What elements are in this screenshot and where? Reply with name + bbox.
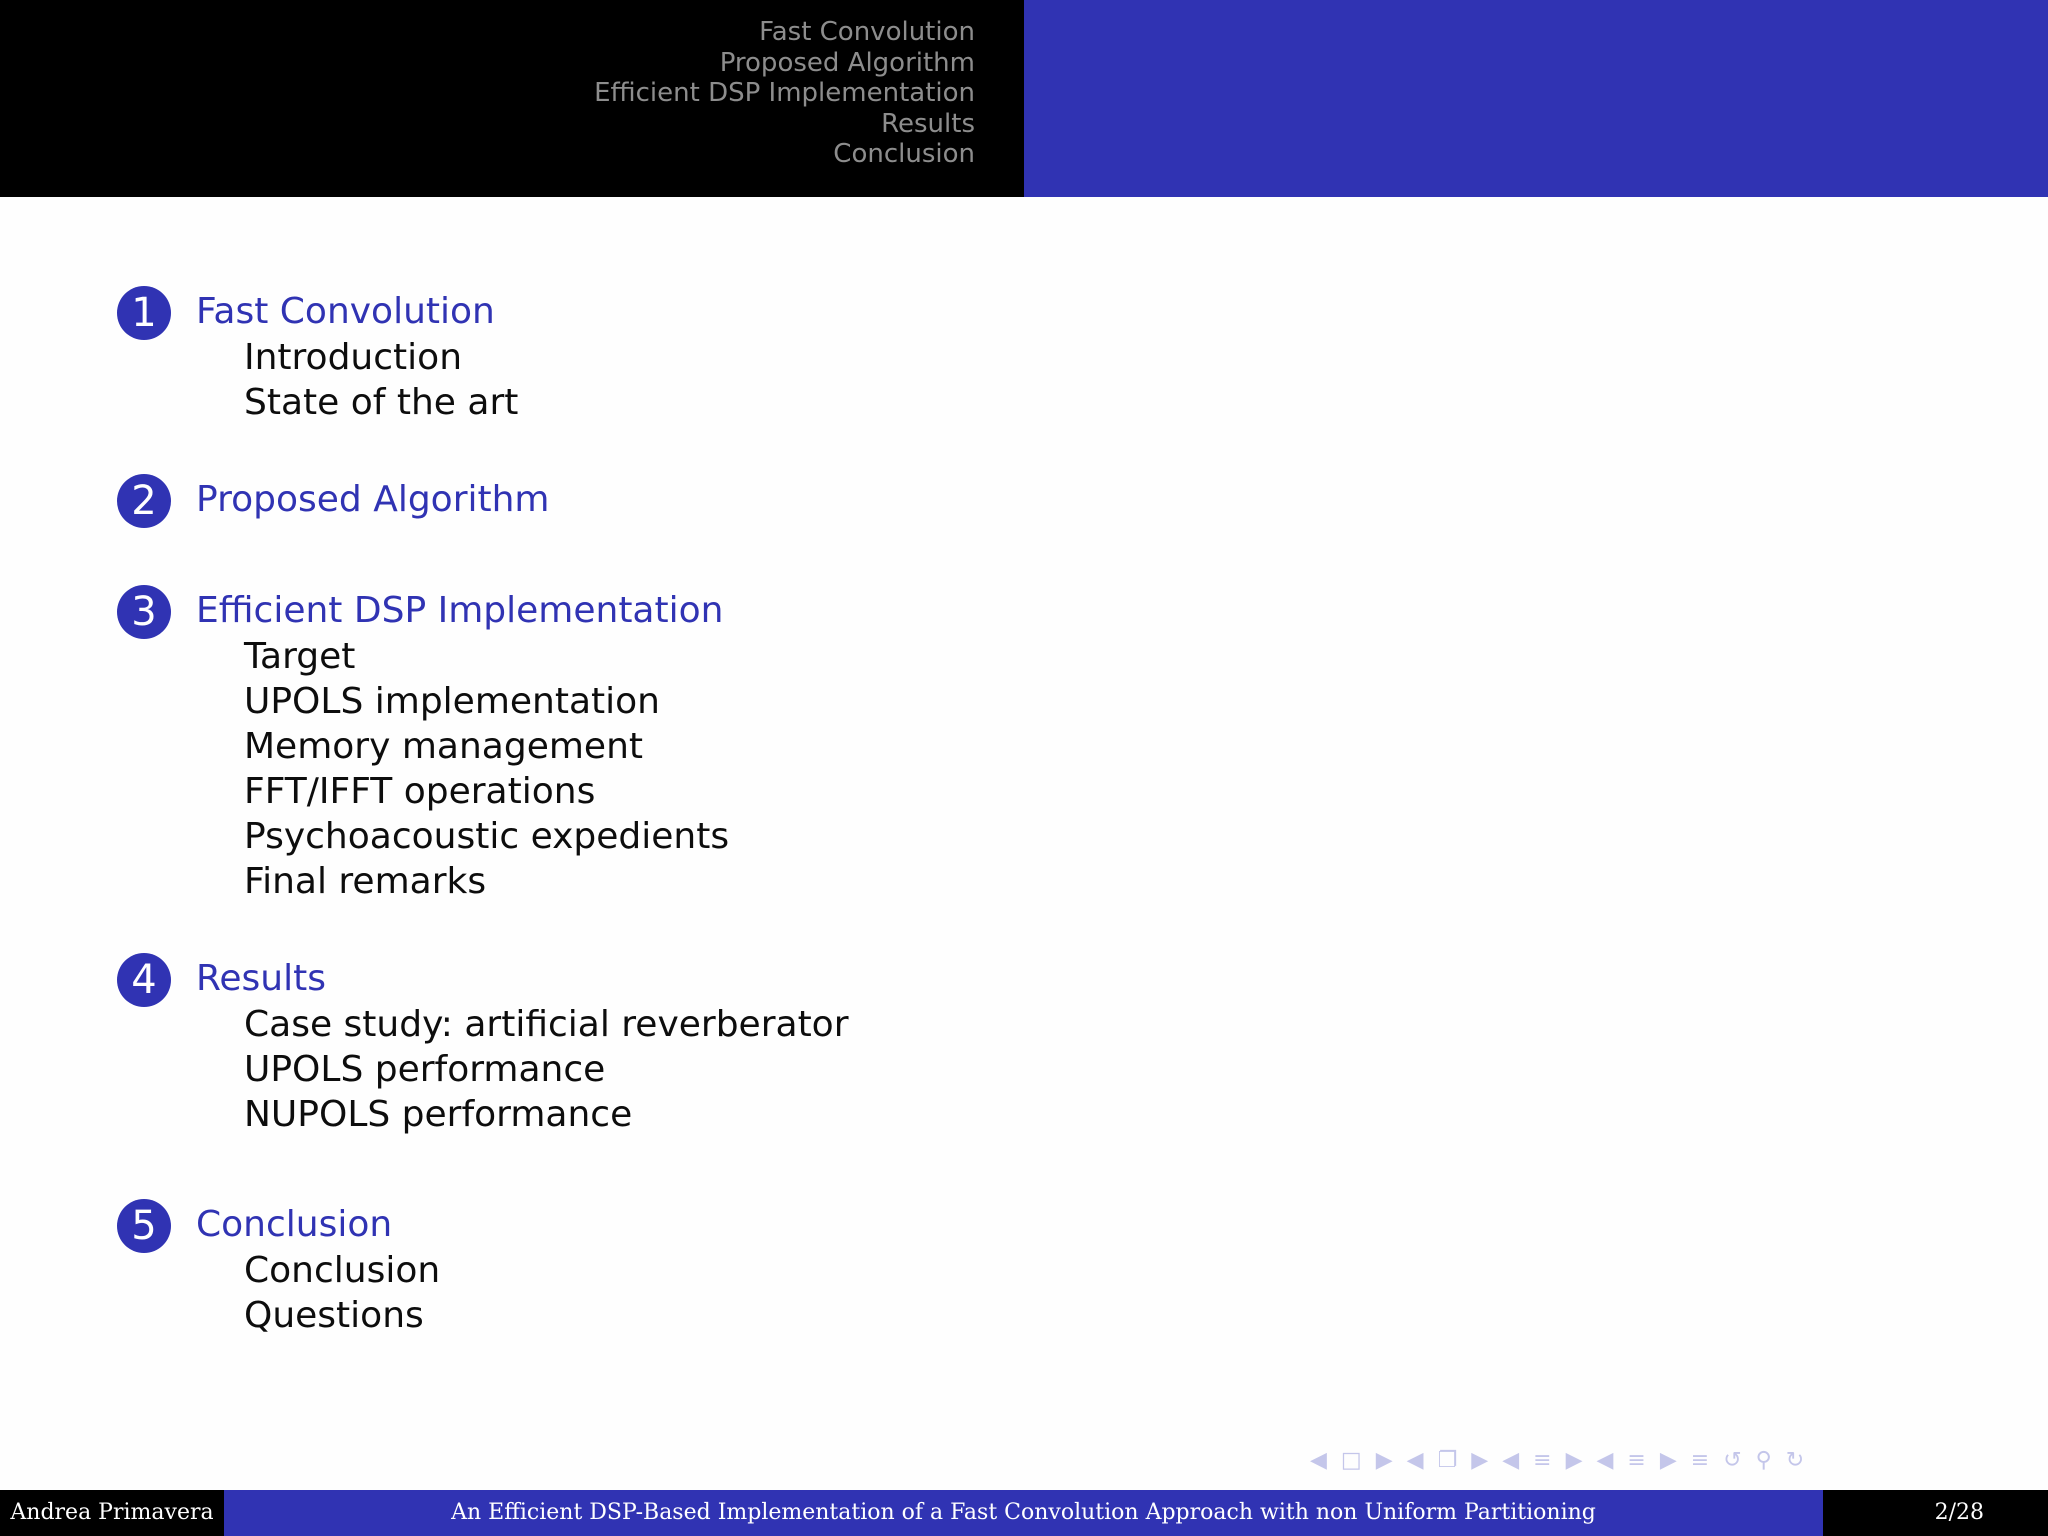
header-nav-item-proposed-algorithm[interactable]: Proposed Algorithm <box>719 47 975 78</box>
next-document-icon[interactable]: ▶ <box>1659 1447 1677 1473</box>
section-title[interactable]: Conclusion <box>196 1204 393 1245</box>
toc-icon[interactable]: ≡ <box>1690 1447 1710 1473</box>
prev-frame-icon[interactable]: ◀ <box>1310 1447 1327 1473</box>
header-section-nav <box>594 17 975 170</box>
footer-author: Andrea Primavera <box>10 1500 214 1525</box>
next-frame-icon[interactable]: ▶ <box>1375 1447 1393 1473</box>
subsection-item[interactable]: NUPOLS performance <box>244 1094 633 1135</box>
prev-section-icon[interactable]: ◀ <box>1502 1447 1520 1473</box>
section-number-badge: 3 <box>117 585 171 639</box>
footer-title-panel <box>224 1490 1823 1536</box>
section-title[interactable]: Proposed Algorithm <box>196 479 550 520</box>
section-title[interactable]: Efficient DSP Implementation <box>196 590 724 631</box>
footer-author-panel <box>0 1490 224 1536</box>
section-title[interactable]: Results <box>196 958 326 999</box>
footer-page-number: 2/28 <box>1934 1500 1984 1525</box>
subsection-list <box>244 1248 440 1338</box>
prev-subsection-icon[interactable]: ◀ <box>1406 1447 1424 1473</box>
section-icon[interactable]: ≡ <box>1533 1447 1552 1473</box>
section-number-badge: 4 <box>117 953 171 1007</box>
subsection-list <box>244 634 729 904</box>
header-nav-item-efficient-dsp[interactable]: Efficient DSP Implementation <box>594 78 975 108</box>
subsection-item[interactable]: UPOLS implementation <box>244 681 660 722</box>
footer-title: An Efficient DSP-Based Implementation of a Fast Convolution Approach with non Uniform Partitioning <box>451 1500 1596 1525</box>
prev-document-icon[interactable]: ◀ <box>1596 1447 1614 1473</box>
subsection-list <box>244 1002 849 1137</box>
subsection-item[interactable]: Memory management <box>244 726 644 767</box>
section-title[interactable]: Fast Convolution <box>196 291 495 332</box>
redo-icon[interactable]: ↻ <box>1785 1447 1805 1473</box>
next-section-icon[interactable]: ▶ <box>1565 1447 1583 1473</box>
header-left-panel <box>0 0 1024 197</box>
footer-page-panel <box>1823 1490 2048 1536</box>
header-nav-item-fast-convolution[interactable]: Fast Convolution <box>759 17 975 47</box>
subsection-item[interactable]: Psychoacoustic expedients <box>244 816 730 857</box>
header-nav-item-conclusion[interactable]: Conclusion <box>833 139 975 169</box>
subsection-icon[interactable]: ❐ <box>1437 1447 1458 1473</box>
subsection-item[interactable]: FFT/IFFT operations <box>244 771 596 812</box>
subsection-item[interactable]: Questions <box>244 1295 424 1336</box>
search-icon[interactable]: ⚲ <box>1755 1447 1772 1473</box>
next-subsection-icon[interactable]: ▶ <box>1471 1447 1489 1473</box>
frame-icon[interactable]: □ <box>1340 1447 1362 1473</box>
section-number-badge: 5 <box>117 1199 171 1253</box>
subsection-list <box>244 335 518 425</box>
subsection-item[interactable]: State of the art <box>244 382 519 423</box>
subsection-item[interactable]: Target <box>244 636 356 677</box>
subsection-item[interactable]: Introduction <box>244 337 463 378</box>
header-right-panel <box>1024 0 2048 197</box>
subsection-item[interactable]: Conclusion <box>244 1250 441 1291</box>
beamer-navigation-symbols <box>1310 1440 2030 1480</box>
undo-icon[interactable]: ↺ <box>1723 1447 1742 1473</box>
subsection-item[interactable]: Final remarks <box>244 861 487 902</box>
header-nav-item-results[interactable]: Results <box>881 108 975 139</box>
section-number-badge: 1 <box>117 286 171 340</box>
document-icon[interactable]: ≡ <box>1627 1447 1646 1473</box>
subsection-item[interactable]: Case study: artificial reverberator <box>244 1004 849 1045</box>
subsection-item[interactable]: UPOLS performance <box>244 1049 606 1090</box>
section-number-badge: 2 <box>117 474 171 528</box>
